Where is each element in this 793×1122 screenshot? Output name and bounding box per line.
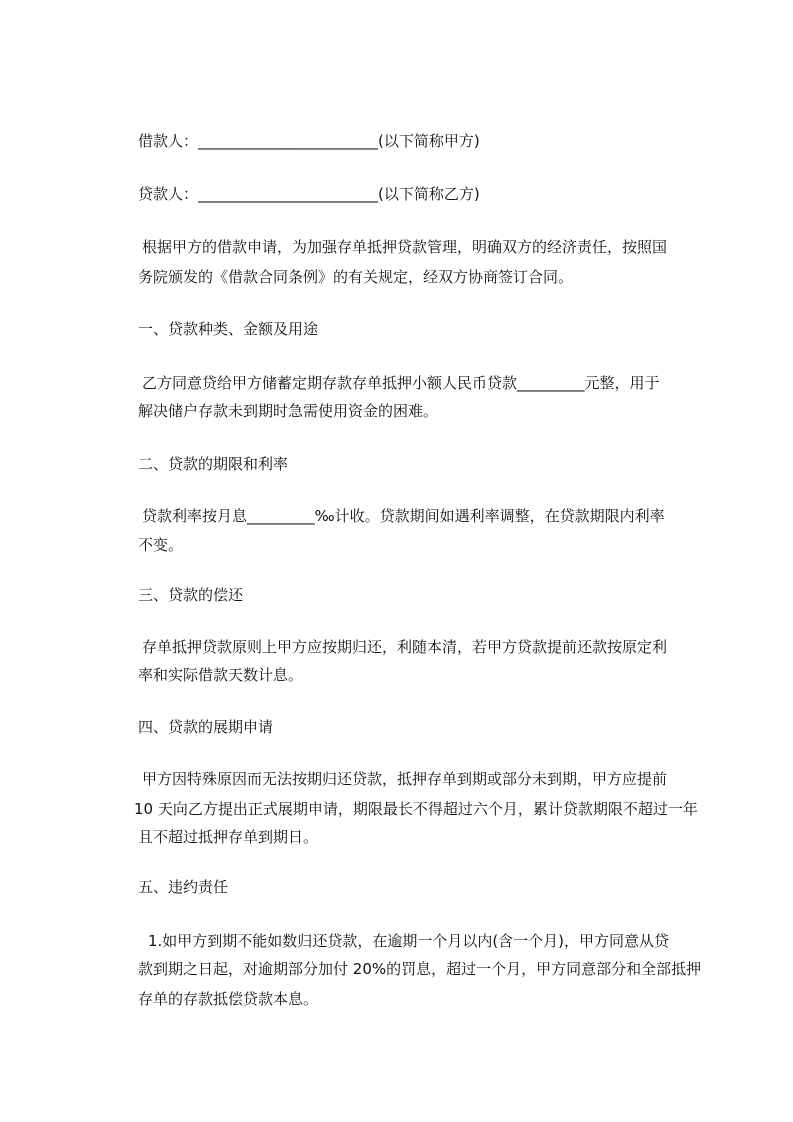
section-1-line-2: 解决储户存款未到期时急需使用资金的困难。	[138, 402, 439, 420]
preamble-line-2: 务院颁发的《借款合同条例》的有关规定，经双方协商签订合同。	[138, 268, 574, 286]
section-2-line-1: 贷款利率按月息_________‰计收。贷款期间如遇利率调整，在贷款期限内利率	[142, 507, 665, 525]
section-4-line-1: 甲方因特殊原因而无法按期归还贷款，抵押存单到期或部分未到期，甲方应提前	[142, 770, 668, 788]
section-4-line-3: 且不超过抵押存单到期日。	[138, 828, 319, 846]
section-1-line-1: 乙方同意贷给甲方储蓄定期存款存单抵押小额人民币贷款_________元整，用于	[142, 374, 660, 392]
section-4-heading: 四、贷款的展期申请	[138, 718, 274, 736]
section-5-line-3: 存单的存款抵偿贷款本息。	[138, 990, 319, 1008]
section-5-line-2: 款到期之日起，对逾期部分加付 20%的罚息，超过一个月，甲方同意部分和全部抵押	[138, 960, 702, 978]
borrower-line: 借款人：________________________(以下简称甲方)	[138, 132, 480, 150]
section-3-heading: 三、贷款的偿还	[138, 586, 244, 604]
section-5-line-1: 1.如甲方到期不能如数归还贷款，在逾期一个月以内(含一个月)，甲方同意从贷	[148, 932, 670, 950]
lender-line: 贷款人：________________________(以下简称乙方)	[138, 185, 480, 203]
section-1-heading: 一、贷款种类、金额及用途	[138, 320, 319, 338]
section-4-line-2: 10 天向乙方提出正式展期申请，期限最长不得超过六个月，累计贷款期限不超过一年	[134, 800, 698, 818]
section-3-line-1: 存单抵押贷款原则上甲方应按期归还，利随本清，若甲方贷款提前还款按原定利	[142, 638, 668, 656]
section-5-heading: 五、违约责任	[138, 878, 229, 896]
section-2-line-2: 不变。	[138, 536, 184, 554]
section-3-line-2: 率和实际借款天数计息。	[138, 666, 304, 684]
preamble-line-1: 根据甲方的借款申请，为加强存单抵押贷款管理，明确双方的经济责任，按照国	[142, 238, 668, 256]
section-2-heading: 二、贷款的期限和利率	[138, 455, 289, 473]
